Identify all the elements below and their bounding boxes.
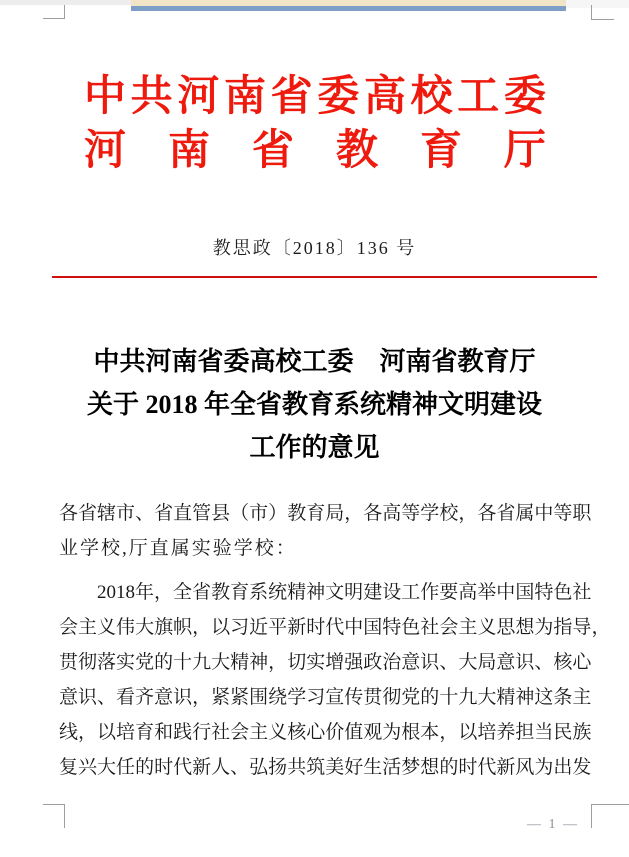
letterhead-org-line2: 河 南 省 教 育 厅 <box>84 128 546 174</box>
page-number: — 1 — <box>527 817 579 832</box>
document-number: 教思政〔2018〕136 号 <box>212 238 417 258</box>
document-title-line1: 中共河南省委高校工委 河南省教育厅 <box>93 347 536 376</box>
document-title-line3: 工作的意见 <box>249 433 380 462</box>
paragraph-line: 2 0 1 8 年 ， 全 省 教 育 系 统 精 神 文 明 建 设 工 作 要 高 举 中 国 特 色 社 <box>97 582 592 603</box>
salutation-line: 各 省 辖 市 、 省 直 管 县 （ 市 ） 教 育 局 ， 各 高 等 学 校 ， 各 省 属 中 等 职 <box>59 503 592 524</box>
document-body <box>59 496 611 785</box>
paragraph-line: 会 主 义 伟 大 旗 帜 ， 以 习 近 平 新 时 代 中 国 特 色 社 会 主 义 思 想 为 指 导 ， <box>59 617 611 638</box>
top-edge-strip-left <box>0 0 131 5</box>
document-title-line2: 关于 2018 年全省教育系统精神文明建设 <box>86 390 542 419</box>
paragraph <box>59 575 611 785</box>
paragraph-line: 意 识 、 看 齐 意 识 ， 紧 紧 围 绕 学 习 宣 传 贯 彻 党 的 十 九 大 精 神 这 条 主 <box>59 687 592 708</box>
letterhead <box>84 70 546 178</box>
crop-mark-top-right <box>591 5 614 20</box>
crop-mark-bottom-left <box>43 804 65 828</box>
top-edge-strip-blue <box>131 6 566 11</box>
document-title <box>0 340 629 469</box>
letterhead-org-line1: 中 共 河 南 省 委 高 校 工 委 <box>84 74 546 120</box>
crop-mark-top-left <box>43 5 65 19</box>
red-divider-rule <box>52 276 597 278</box>
paragraph-line: 线 ， 以 培 育 和 践 行 社 会 主 义 核 心 价 值 观 为 根 本 ， 以 培 养 担 当 民 族 <box>59 722 592 743</box>
salutation-line: 业学校,厅直属实验学校： <box>59 538 297 559</box>
paragraph-line: 复 兴 大 任 的 时 代 新 人 、 弘 扬 共 筑 美 好 生 活 梦 想 的 时 代 新 风 为 出 发 <box>59 757 592 778</box>
paragraph-line: 贯 彻 落 实 党 的 十 九 大 精 神 ， 切 实 增 强 政 治 意 识 、 大 局 意 识 、 核 心 <box>59 652 592 673</box>
